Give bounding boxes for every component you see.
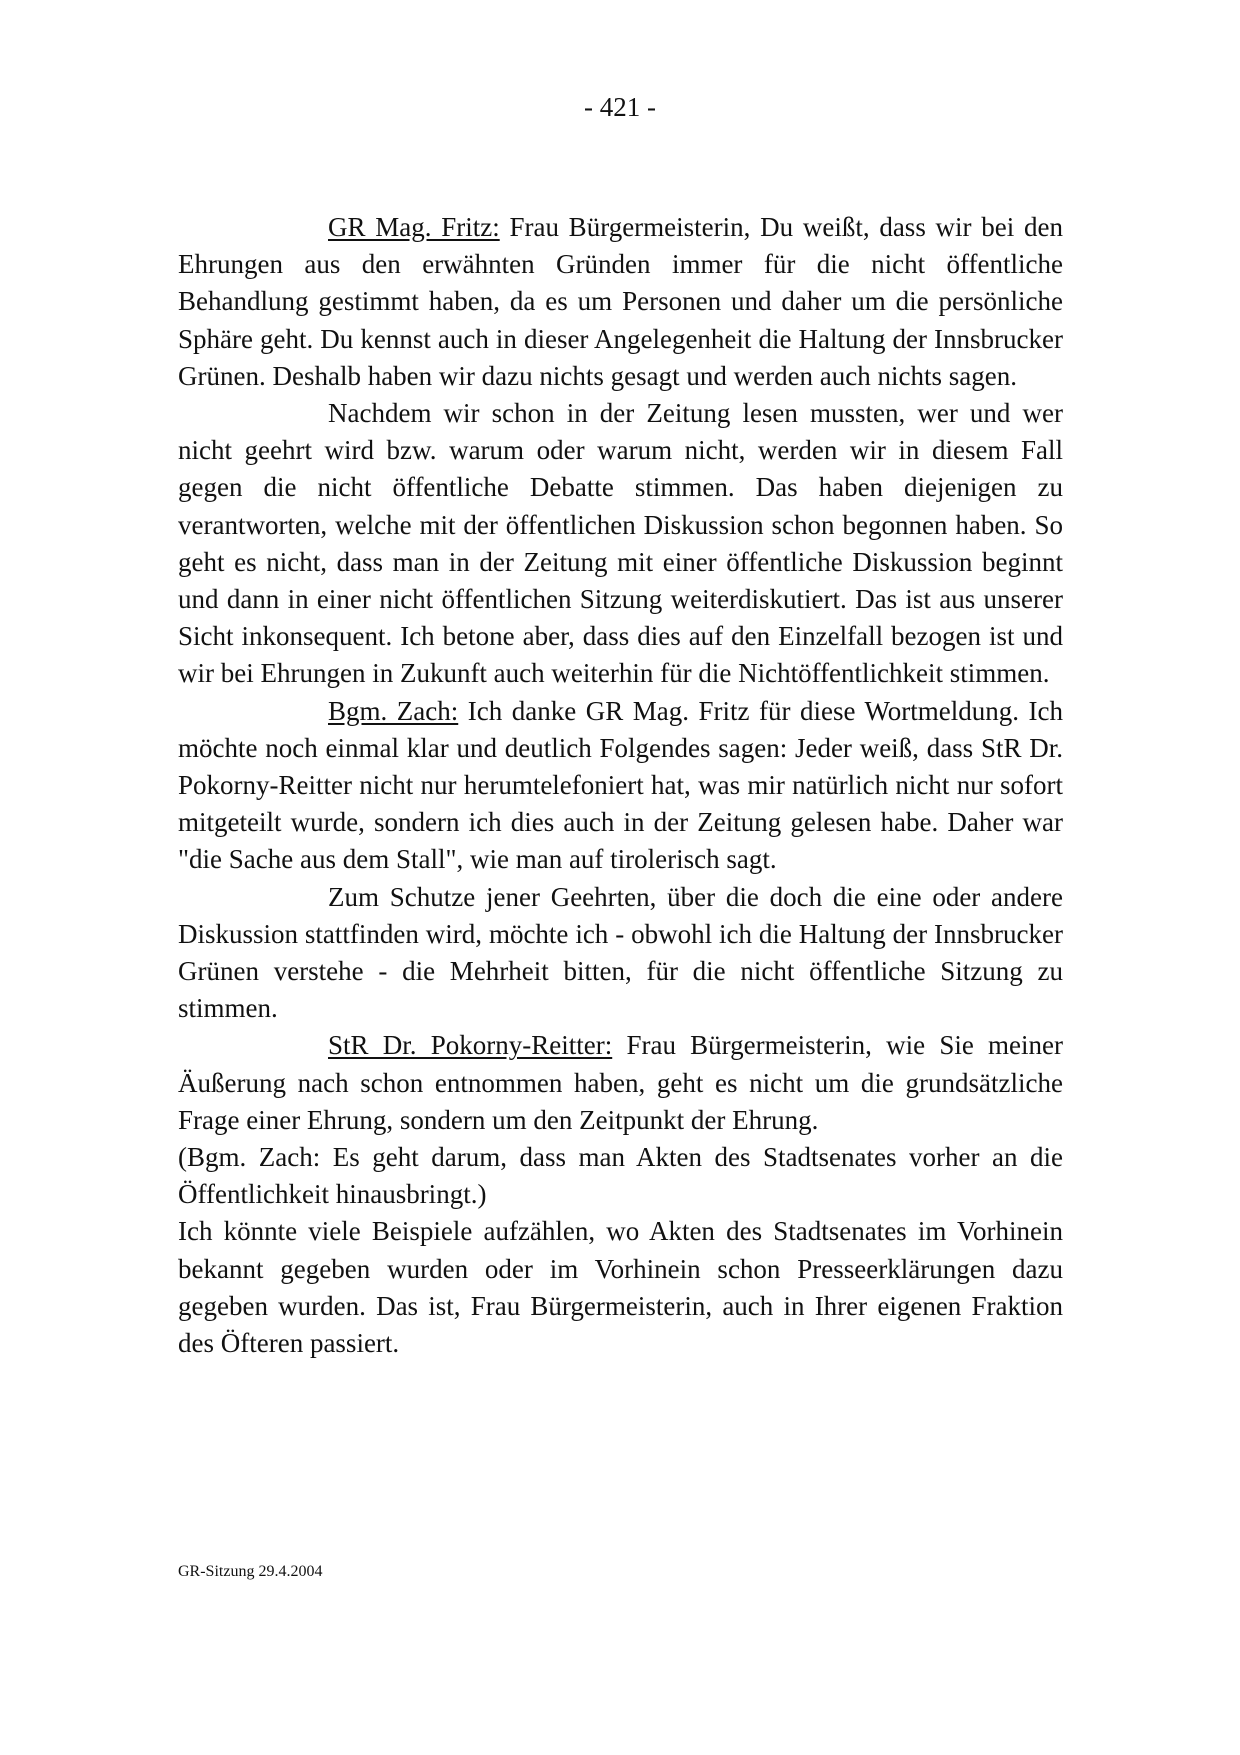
- paragraph-zach: [178, 693, 1063, 879]
- paragraph-text: Nachdem wir schon in der Zeitung lesen mussten, wer und wer nicht geehrt wird bzw. warum oder warum nicht, werden wir in diesem Fall gegen die nicht öffentliche Debatte stimmen. Das haben diejenigen zu verantworten, welche mit der öffentlichen Diskussion schon begonnen haben. So geht es nicht, dass man in der Zeitung mit einer öffentliche Diskussion beginnt und dann in einer nicht öffentlichen Sitzung weiterdiskutiert. Das ist aus unserer Sicht inkonsequent. Ich betone aber, dass dies auf den Einzelfall bezogen ist und wir bei Ehrungen in Zukunft auch weiterhin für die Nichtöffentlichkeit stimmen.: [178, 398, 1063, 689]
- page-number: - 421 -: [584, 92, 656, 122]
- paragraph-text: Frau Bürgermeisterin, Du weißt, dass wir bei den Ehrungen aus den erwähnten Gründen immer für die nicht öffentliche Behandlung gestimmt haben, da es um Personen und daher um die persönliche Sphäre geht. Du kennst auch in dieser Angelegenheit die Haltung der Innsbrucker Grünen. Deshalb haben wir dazu nichts gesagt und werden auch nichts sagen.: [178, 212, 1063, 391]
- speaker-label: GR Mag. Fritz:: [328, 212, 500, 242]
- document-body: [178, 209, 1063, 1362]
- paragraph-text: Ich danke GR Mag. Fritz für diese Wortmeldung. Ich möchte noch einmal klar und deutlich Folgendes sagen: Jeder weiß, dass StR Dr. Pokorny-Reitter nicht nur herumtelefoniert hat, was mir natürlich nicht nur sofort mitgeteilt wurde, sondern ich dies auch in der Zeitung gelesen habe. Daher war "die Sache aus dem Stall", wie man auf tirolerisch sagt.: [178, 695, 1063, 875]
- closing-paragraph: Ich könnte viele Beispiele aufzählen, wo Akten des Stadtsenates im Vorhinein bekannt gegeben wurden oder im Vorhinein schon Presseerklärungen dazu gegeben wurden. Das ist, Frau Bürgermeisterin, auch in Ihrer eigenen Fraktion des Öfteren passiert.: [178, 1216, 1063, 1359]
- paragraph-fritz: [178, 209, 1063, 395]
- paragraph-pokorny-reitter: [178, 1027, 1063, 1139]
- footer-session-date: GR-Sitzung 29.4.2004: [178, 1563, 323, 1580]
- speaker-label: StR Dr. Pokorny-Reitter:: [328, 1030, 613, 1061]
- paragraph-fritz-continued: [178, 395, 1063, 693]
- speaker-label: Bgm. Zach:: [328, 695, 459, 726]
- paragraph-text: Zum Schutze jener Geehrten, über die doch die eine oder andere Diskussion stattfinden wird, möchte ich - obwohl ich die Haltung der Innsbrucker Grünen verstehe - die Mehrheit bitten, für die nicht öffentliche Sitzung zu stimmen.: [178, 881, 1063, 1024]
- paragraph-zach-continued: [178, 879, 1063, 1028]
- paragraph-text: Frau Bürgermeisterin, wie Sie meiner Äußerung nach schon entnommen haben, geht es nicht um die grundsätzliche Frage einer Ehrung, sondern um den Zeitpunkt der Ehrung.: [178, 1030, 1064, 1135]
- interjection: (Bgm. Zach: Es geht darum, dass man Akten des Stadtsenates vorher an die Öffentlichkeit hinausbringt.): [178, 1142, 1063, 1210]
